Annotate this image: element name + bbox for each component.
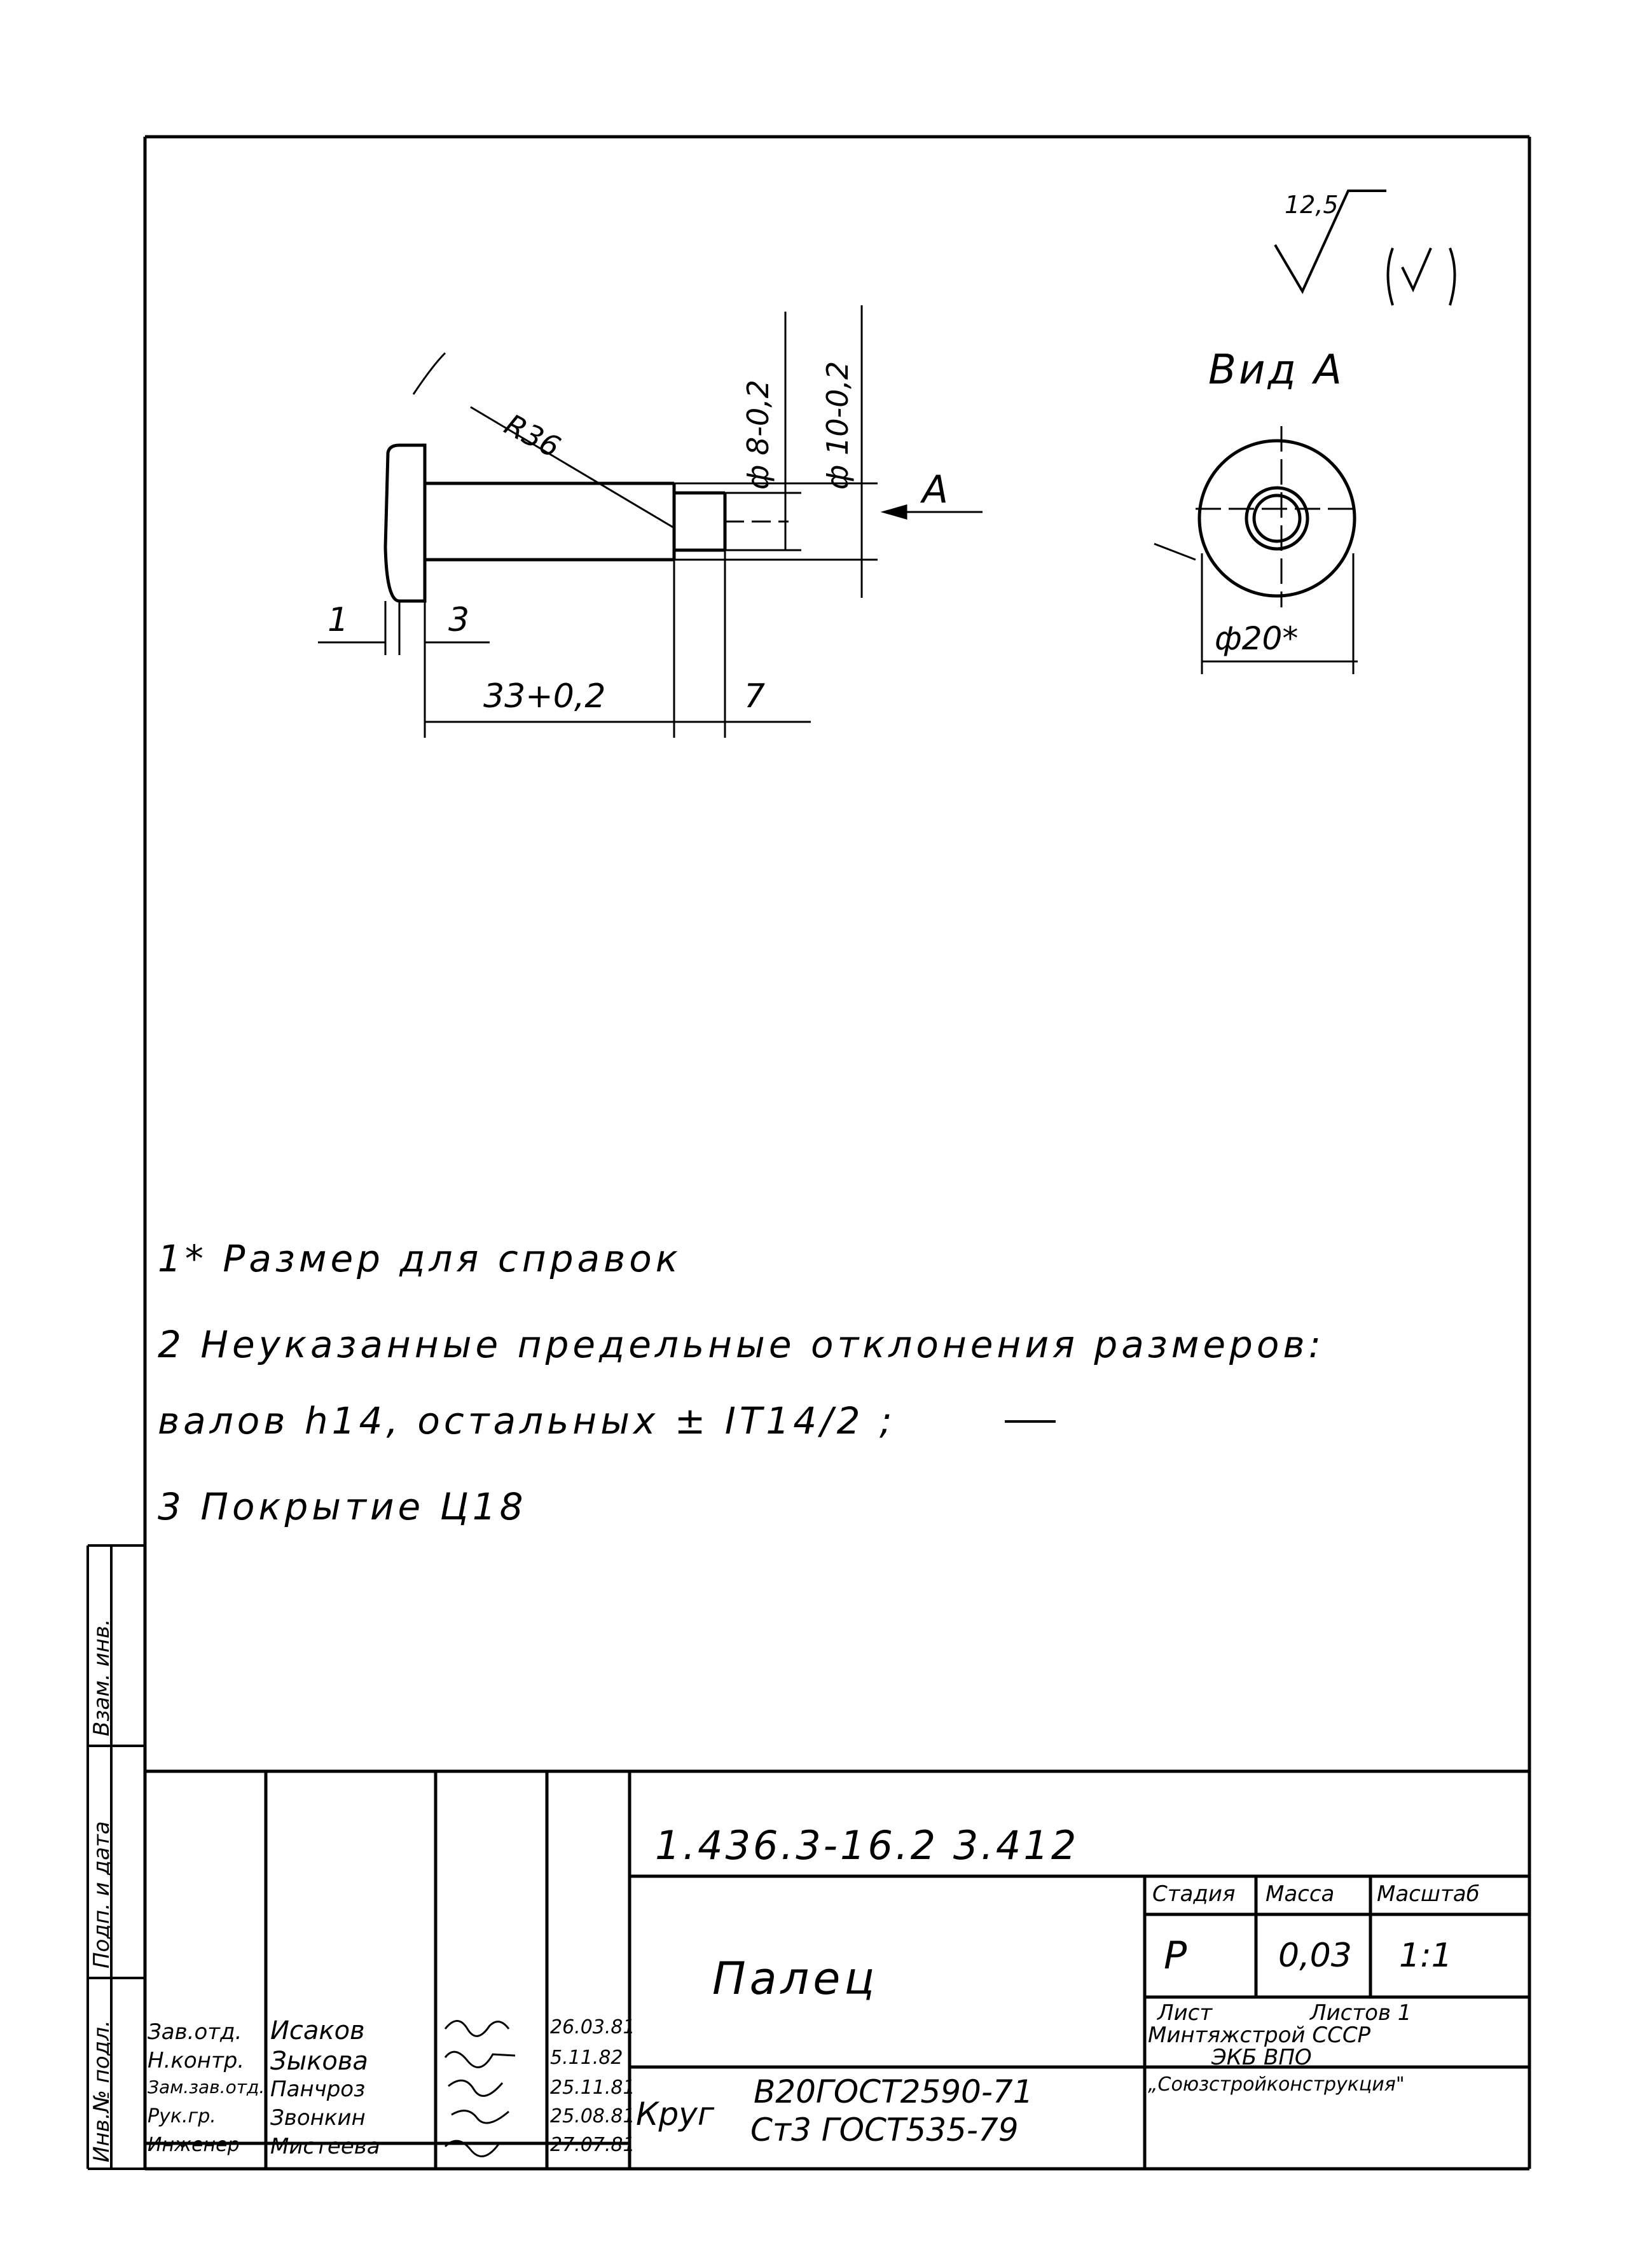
- org-line-1: Минтяжстрой СССР: [1148, 2023, 1371, 2048]
- dia-pin-dimension: ф 8-0,2: [741, 380, 775, 490]
- sheet-label: Лист: [1157, 2000, 1213, 2026]
- name-0: Исаков: [270, 2016, 365, 2045]
- scale-header: Масштаб: [1377, 1881, 1480, 1907]
- note-2-continued: валов h14, остальных ± IT14/2 ;: [158, 1399, 896, 1442]
- role-0: Зав.отд.: [148, 2019, 242, 2045]
- note-2: 2 Неуказанные предельные отклонения размеров:: [158, 1323, 1325, 1366]
- org-line-2: ЭКБ ВПО: [1211, 2045, 1312, 2070]
- view-title: Вид А: [1208, 347, 1344, 394]
- material-line-1: В20ГОСТ2590-71: [754, 2073, 1033, 2110]
- note-1: 1* Размер для справок: [158, 1237, 682, 1280]
- dia-head-dimension: ф 10-0,2: [820, 361, 855, 490]
- name-2: Панчроз: [270, 2077, 366, 2102]
- name-3: Звонкин: [270, 2105, 366, 2131]
- radius-dimension: R36: [499, 407, 566, 465]
- name-4: Мистеева: [270, 2134, 380, 2159]
- material-prefix: Круг: [636, 2096, 715, 2133]
- side-label-inv: Инв.№ подл.: [89, 2020, 114, 2162]
- signatures: [439, 2010, 544, 2162]
- sheets-label: Листов 1: [1310, 2000, 1412, 2026]
- role-3: Рук.гр.: [148, 2105, 216, 2127]
- stage-value: Р: [1164, 1933, 1187, 1978]
- role-2: Зам.зав.отд.: [148, 2077, 265, 2098]
- material-line-2: Ст3 ГОСТ535-79: [750, 2112, 1019, 2148]
- role-1: Н.контр.: [148, 2048, 245, 2073]
- head-thickness-dimension: 1: [328, 601, 349, 639]
- date-2: 25.11.81: [550, 2077, 635, 2099]
- tail-dimension: 7: [744, 677, 766, 716]
- length-dimension: 33+0,2: [483, 677, 606, 716]
- name-1: Зыкова: [270, 2047, 368, 2076]
- date-4: 27.07.81: [550, 2134, 635, 2156]
- roughness-value: 12,5: [1285, 191, 1339, 219]
- org-line-3: „Союзстройконструкция": [1148, 2073, 1405, 2096]
- view-diameter: ф20*: [1215, 620, 1299, 657]
- designation: 1.436.3-16.2 3.412: [655, 1822, 1079, 1869]
- view-arrow-label: A: [922, 467, 949, 512]
- side-label-replace: Взам. инв.: [89, 1619, 114, 1736]
- chamfer-dimension: 3: [448, 601, 470, 639]
- scale-value: 1:1: [1399, 1937, 1452, 1975]
- part-name: Палец: [712, 1953, 878, 2005]
- date-0: 26.03.81: [550, 2016, 635, 2038]
- mass-value: 0,03: [1278, 1937, 1352, 1975]
- role-4: Инженер: [148, 2134, 240, 2156]
- date-1: 5.11.82: [550, 2047, 623, 2069]
- mass-header: Масса: [1266, 1881, 1335, 1907]
- stage-header: Стадия: [1152, 1881, 1236, 1907]
- note-3: 3 Покрытие Ц18: [158, 1485, 527, 1528]
- side-label-sign: Подп. и дата: [89, 1821, 114, 1968]
- date-3: 25.08.81: [550, 2105, 635, 2127]
